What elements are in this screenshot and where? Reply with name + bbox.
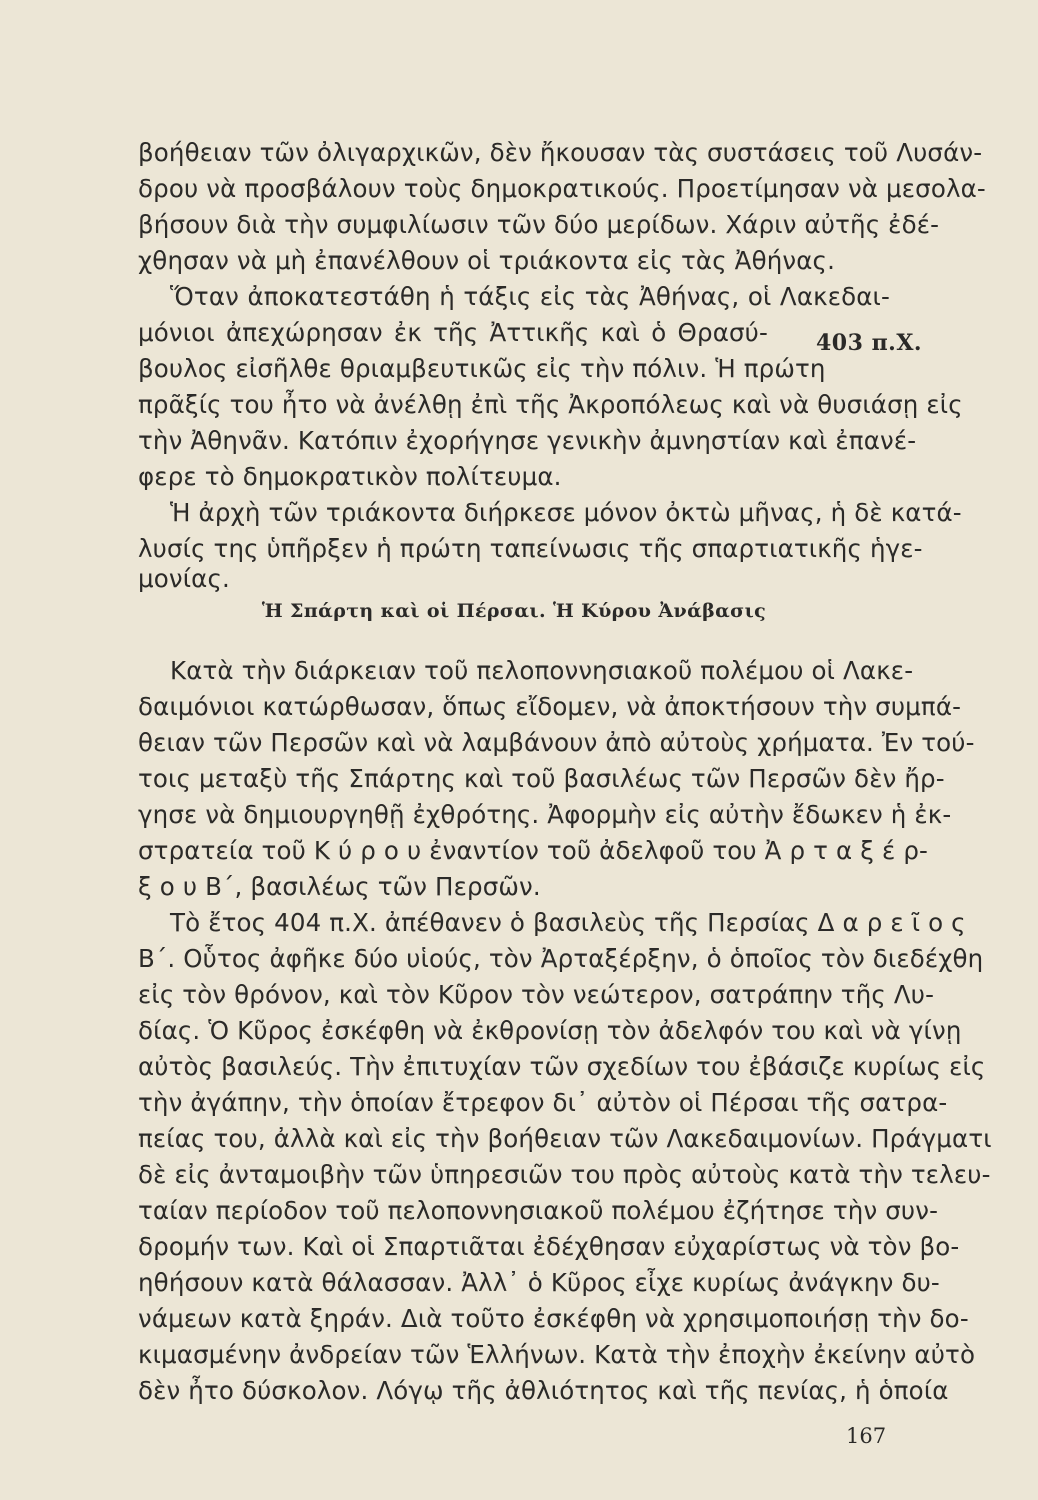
text-line: στρατεία τοῦ Κ ύ ρ ο υ ἐναντίον τοῦ ἀδελφοῦ του Ἀ ρ τ α ξ έ ρ- [138, 836, 929, 865]
text-line: τὴν ἀγάπην, τὴν ὁποίαν ἔτρεφον δι᾽ αὐτὸν οἱ Πέρσαι τῆς σατρα- [138, 1088, 948, 1117]
text-line: λυσίς της ὑπῆρξεν ἡ πρώτη ταπείνωσις τῆς σπαρτιατικῆς ἡγε- [138, 534, 923, 563]
text-line: Β΄. Οὗτος ἀφῆκε δύο υἱούς, τὸν Ἀρταξέρξην, ὁ ὁποῖος τὸν διεδέχθη [138, 944, 984, 973]
text-line: φερε τὸ δημοκρατικὸν πολίτευμα. [138, 462, 562, 491]
text-line: χθησαν νὰ μὴ ἐπανέλθουν οἱ τριάκοντα εἰς τὰς Ἀθήνας. [138, 246, 836, 275]
section-heading: Ἡ Σπάρτη καὶ οἱ Πέρσαι. Ἡ Κύρου Ἀνάβασις [261, 600, 767, 622]
text-line: μονίας. [138, 564, 230, 593]
text-line: ηθήσουν κατὰ θάλασσαν. Ἀλλ᾽ ὁ Κῦρος εἶχε κυρίως ἀνάγκην δυ- [138, 1268, 940, 1297]
text-line: βουλος εἰσῆλθε θριαμβευτικῶς εἰς τὴν πόλιν. Ἡ πρώτη [138, 354, 826, 383]
text-line: Κατὰ τὴν διάρκειαν τοῦ πελοποννησιακοῦ πολέμου οἱ Λακε- [170, 656, 914, 685]
text-line: πρᾶξίς του ἦτο νὰ ἀνέλθῃ ἐπὶ τῆς Ἀκροπόλεως καὶ νὰ θυσιάσῃ εἰς [138, 390, 963, 419]
text-line: βήσουν διὰ τὴν συμφιλίωσιν τῶν δύο μερίδων. Χάριν αὐτῆς ἐδέ- [138, 210, 940, 239]
text-line: δρου νὰ προσβάλουν τοὺς δημοκρατικούς. Προετίμησαν νὰ μεσολα- [138, 174, 986, 203]
text-line: δρομήν των. Καὶ οἱ Σπαρτιᾶται ἐδέχθησαν εὐχαρίστως νὰ τὸν βο- [138, 1232, 960, 1261]
text-line: τοις μεταξὺ τῆς Σπάρτης καὶ τοῦ βασιλέως τῶν Περσῶν δὲν ἤρ- [138, 764, 945, 793]
text-line: Τὸ ἔτος 404 π.Χ. ἀπέθανεν ὁ βασιλεὺς τῆς Περσίας Δ α ρ ε ῖ ο ς [170, 908, 966, 937]
text-line: δαιμόνιοι κατώρθωσαν, ὅπως εἴδομεν, νὰ ἀποκτήσουν τὴν συμπά- [138, 692, 962, 721]
text-line: δίας. Ὁ Κῦρος ἐσκέφθη νὰ ἐκθρονίσῃ τὸν ἀδελφόν του καὶ νὰ γίνῃ [138, 1016, 962, 1045]
text-line: θειαν τῶν Περσῶν καὶ νὰ λαμβάνουν ἀπὸ αὐτοὺς χρήματα. Ἐν τού- [138, 728, 975, 757]
text-line: ξ ο υ Β΄, βασιλέως τῶν Περσῶν. [138, 872, 541, 901]
text-line: δὲ εἰς ἀνταμοιβὴν τῶν ὑπηρεσιῶν του πρὸς αὐτοὺς κατὰ τὴν τελευ- [138, 1160, 991, 1189]
text-line: τὴν Ἀθηνᾶν. Κατόπιν ἐχορήγησε γενικὴν ἀμνηστίαν καὶ ἐπανέ- [138, 426, 917, 455]
text-line: αὐτὸς βασιλεύς. Τὴν ἐπιτυχίαν τῶν σχεδίων του ἐβάσιζε κυρίως εἰς [138, 1052, 986, 1081]
text-line: βοήθειαν τῶν ὀλιγαρχικῶν, δὲν ἤκουσαν τὰς συστάσεις τοῦ Λυσάν- [138, 138, 983, 167]
text-line: κιμασμένην ἀνδρείαν τῶν Ἑλλήνων. Κατὰ τὴν ἐποχὴν ἐκείνην αὐτὸ [138, 1340, 976, 1369]
text-line: νάμεων κατὰ ξηράν. Διὰ τοῦτο ἐσκέφθη νὰ χρησιμοποιήσῃ τὴν δο- [138, 1304, 969, 1333]
page-number: 167 [846, 1424, 887, 1448]
text-line: ταίαν περίοδον τοῦ πελοποννησιακοῦ πολέμου ἐζήτησε τὴν συν- [138, 1196, 939, 1225]
text-line: Ὅταν ἀποκατεστάθη ἡ τάξις εἰς τὰς Ἀθήνας, οἱ Λακεδαι- [170, 282, 890, 311]
margin-date-note: 403 π.Χ. [816, 330, 923, 356]
text-line: πείας του, ἀλλὰ καὶ εἰς τὴν βοήθειαν τῶν Λακεδαιμονίων. Πράγματι [138, 1124, 992, 1153]
text-line: γησε νὰ δημιουργηθῇ ἐχθρότης. Ἀφορμὴν εἰς αὐτὴν ἔδωκεν ἡ ἐκ- [138, 800, 952, 829]
text-line: Ἡ ἀρχὴ τῶν τριάκοντα διήρκεσε μόνον ὀκτὼ μῆνας, ἡ δὲ κατά- [170, 498, 962, 527]
text-line: μόνιοι ἀπεχώρησαν ἐκ τῆς Ἀττικῆς καὶ ὁ Θρασύ- [138, 318, 768, 347]
text-line: εἰς τὸν θρόνον, καὶ τὸν Κῦρον τὸν νεώτερον, σατράπην τῆς Λυ- [138, 980, 935, 1009]
text-line: δὲν ἦτο δύσκολον. Λόγῳ τῆς ἀθλιότητος καὶ τῆς πενίας, ἡ ὁποία [138, 1376, 949, 1405]
